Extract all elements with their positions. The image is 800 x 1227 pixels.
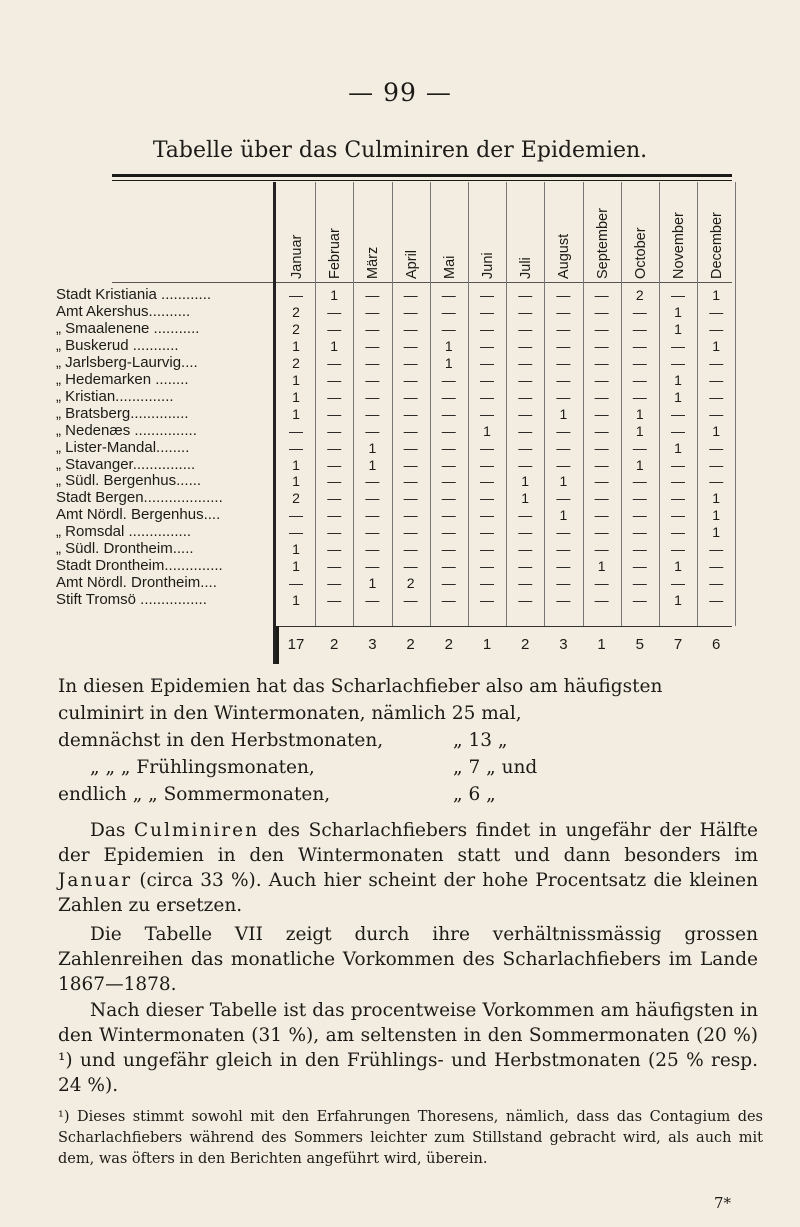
column-total: 2 — [406, 636, 415, 653]
table-cell: 1 — [674, 439, 682, 456]
table-cell: — — [594, 320, 609, 337]
totals-rule — [277, 626, 732, 627]
table-cell: 1 — [292, 405, 300, 422]
table-cell: — — [556, 354, 571, 371]
table-cell: — — [365, 320, 380, 337]
table-cell: 1 — [712, 337, 721, 354]
table-cell: — — [709, 541, 724, 558]
table-cell: 1 — [712, 287, 721, 303]
table-cell: — — [480, 287, 494, 303]
table-cell: — — [403, 541, 418, 558]
table-cell: — — [709, 371, 724, 388]
table-cell: — — [403, 473, 418, 490]
paragraph-4: Nach dieser Tabelle ist das procentweise Vorkommen am häufigsten in den Wintermonaten (31 %), am seltensten in den Sommermonaten (20 %) ¹) und ungefähr gleich in den Frühlings- und Herbstmonaten (25 % resp. 24 %). — [58, 1000, 758, 1096]
table-cell: — — [671, 287, 685, 303]
table-cell: — — [403, 490, 418, 507]
table-cell: — — [441, 388, 456, 405]
month-header: Februar — [327, 228, 344, 279]
table-cell: — — [441, 287, 456, 303]
table-cell: — — [594, 473, 609, 490]
table-cell: — — [441, 490, 456, 507]
table-cell: — — [480, 371, 494, 388]
table-cell: — — [480, 558, 494, 575]
table-cell: 1 — [368, 575, 377, 592]
table-cell: — — [327, 524, 342, 541]
table-cell: — — [441, 558, 456, 575]
table-cell: — — [671, 507, 685, 524]
table-cell: 2 — [292, 490, 300, 507]
table-cell: 1 — [521, 473, 530, 490]
month-header: September — [594, 208, 611, 279]
table-cell: — — [403, 371, 418, 388]
table-cell: — — [327, 320, 342, 337]
table-cell: 1 — [368, 439, 377, 456]
table-cell: — — [365, 422, 380, 439]
table-cell: 1 — [712, 490, 721, 507]
table-cell: — — [480, 490, 494, 507]
table-cell: 1 — [674, 592, 682, 609]
row-label: „ Jarlsberg-Laurvig.... — [56, 354, 198, 371]
table-cell: 2 — [292, 320, 300, 337]
row-label: „ Nedenæs ............... — [56, 422, 197, 439]
table-cell: — — [518, 456, 533, 473]
row-label: „ Kristian.............. — [56, 388, 174, 405]
table-cell: 1 — [559, 473, 568, 490]
table-cell: — — [441, 405, 456, 422]
table-cell: — — [327, 388, 342, 405]
table-cell: — — [709, 354, 724, 371]
table-cell: — — [289, 422, 303, 439]
table-cell: — — [671, 456, 685, 473]
table-cell: — — [709, 558, 724, 575]
footnote: ¹) Dieses stimmt sowohl mit den Erfahrungen Thoresens, nämlich, dass das Contagium des Scharlachfiebers während des Sommers leichter zum Stillstand gebracht wird, als auch mit dem, was öfters in den Berichten angeführt wird, überein. — [58, 1109, 763, 1167]
table-cell: — — [403, 388, 418, 405]
table-cell: — — [327, 371, 342, 388]
table-cell: — — [518, 388, 533, 405]
table-cell: — — [632, 354, 647, 371]
table-cell: — — [365, 541, 380, 558]
table-cell: — — [709, 575, 724, 592]
table-cell: 1 — [330, 287, 339, 303]
table-cell: — — [403, 422, 418, 439]
table-cell: — — [365, 337, 380, 354]
month-header: December — [709, 212, 726, 279]
table-cell: — — [709, 456, 724, 473]
table-cell: — — [556, 456, 571, 473]
table-cell: 1 — [674, 320, 682, 337]
p1-line-5a: endlich „ „ Sommermonaten, — [58, 784, 331, 805]
table-cell: — — [327, 456, 342, 473]
table-cell: — — [403, 592, 418, 609]
table-cell: — — [327, 303, 342, 320]
table-cell: — — [671, 490, 685, 507]
month-header: April — [403, 249, 420, 279]
table-cell: 1 — [712, 507, 721, 524]
table-cell: — — [403, 405, 418, 422]
table-cell: — — [518, 558, 533, 575]
table-cell: — — [441, 541, 456, 558]
table-cell: — — [671, 524, 685, 541]
table-cell: — — [289, 524, 303, 541]
table-cell: — — [289, 507, 303, 524]
table-cell: — — [632, 575, 647, 592]
table-cell: — — [480, 507, 494, 524]
table-cell: — — [403, 456, 418, 473]
table-cell: 1 — [292, 371, 300, 388]
table-cell: 1 — [712, 422, 721, 439]
table-cell: — — [289, 575, 303, 592]
table-cell: — — [365, 303, 380, 320]
table-cell: — — [594, 524, 609, 541]
table-cell: — — [480, 320, 494, 337]
table-cell: — — [327, 558, 342, 575]
table-cell: — — [327, 575, 342, 592]
month-header: Juli — [518, 257, 535, 279]
table-cell: — — [365, 388, 380, 405]
table-cell: — — [518, 405, 533, 422]
table-cell: — — [518, 592, 533, 609]
column-total: 7 — [673, 636, 683, 653]
table-cell: — — [480, 541, 494, 558]
table-cell: 1 — [330, 337, 339, 354]
table-cell: — — [480, 575, 494, 592]
month-header: Mai — [441, 255, 458, 279]
month-header: August — [556, 233, 573, 279]
table-cell: — — [327, 507, 342, 524]
table-cell: — — [632, 371, 647, 388]
month-header: October — [632, 227, 649, 279]
table-cell: — — [441, 456, 456, 473]
p1-line-3b: „ 13 „ — [453, 730, 508, 751]
table-cell: 2 — [406, 575, 415, 592]
table-cell: — — [594, 575, 609, 592]
table-cell: — — [441, 439, 456, 456]
table-cell: — — [365, 524, 380, 541]
table-cell: — — [403, 354, 418, 371]
table-cell: — — [441, 507, 456, 524]
table-cell: — — [556, 371, 571, 388]
table-cell: — — [632, 388, 647, 405]
table-cell: — — [632, 558, 647, 575]
table-cell: — — [365, 354, 380, 371]
table-cell: — — [594, 303, 609, 320]
table-cell: — — [327, 541, 342, 558]
table-cell: — — [518, 541, 533, 558]
row-label: „ Bratsberg.............. — [56, 405, 189, 422]
table-cell: — — [480, 592, 494, 609]
table-cell: — — [327, 405, 342, 422]
column-total: 2 — [330, 636, 339, 653]
table-cell: — — [709, 388, 724, 405]
table-cell: — — [556, 287, 571, 303]
table-cell: — — [403, 303, 418, 320]
table-cell: — — [518, 575, 533, 592]
column-total: 1 — [597, 636, 606, 653]
paragraph-3: Die Tabelle VII zeigt durch ihre verhältnissmässig grossen Zahlenreihen das monatliche Vorkommen des Scharlachfiebers im Lande 1867—1878. — [58, 924, 758, 995]
table-cell: — — [594, 422, 609, 439]
p1-line-2: culminirt in den Wintermonaten, nämlich 25 mal, — [58, 703, 522, 724]
row-label: „ Südl. Drontheim..... — [56, 541, 194, 558]
table-cell: — — [594, 354, 609, 371]
table-cell: — — [480, 456, 494, 473]
table-cell: — — [709, 405, 724, 422]
table-cell: 1 — [674, 303, 682, 320]
table-cell: — — [518, 507, 533, 524]
table-cell: — — [594, 456, 609, 473]
table-cell: — — [556, 422, 571, 439]
table-cell: — — [632, 490, 647, 507]
table-cell: — — [403, 524, 418, 541]
table-cell: — — [594, 592, 609, 609]
table-cell: — — [480, 524, 494, 541]
table-cell: — — [518, 524, 533, 541]
table-cell: — — [632, 320, 647, 337]
table-cell: 1 — [292, 473, 300, 490]
table-cell: — — [556, 303, 571, 320]
table-cell: — — [480, 439, 494, 456]
table-cell: — — [518, 337, 533, 354]
table-cell: — — [594, 405, 609, 422]
table-cell: — — [327, 439, 342, 456]
table-cell: — — [632, 473, 647, 490]
table-cell: 1 — [635, 405, 644, 422]
table-cell: — — [365, 558, 380, 575]
table-cell: — — [327, 473, 342, 490]
table-cell: — — [403, 558, 418, 575]
table-cell: 1 — [292, 541, 300, 558]
table-cell: 1 — [559, 507, 568, 524]
table-cell: — — [289, 439, 303, 456]
column-total: 3 — [559, 636, 568, 653]
month-header: März — [365, 246, 382, 279]
sub-rule — [112, 180, 732, 181]
table-cell: — — [518, 422, 533, 439]
row-label: Amt Akershus.......... — [56, 303, 191, 320]
row-label: Stadt Kristiania ............ — [56, 287, 212, 303]
table-cell: — — [365, 405, 380, 422]
table-cell: — — [441, 592, 456, 609]
totals-bar — [276, 626, 279, 664]
row-label: Stadt Bergen................... — [56, 490, 223, 507]
table-cell: — — [556, 558, 571, 575]
column-total: 3 — [368, 636, 377, 653]
table-cell: — — [709, 320, 724, 337]
table-cell: — — [594, 490, 609, 507]
column-total: 6 — [712, 636, 721, 653]
table-cell: — — [594, 337, 609, 354]
table-cell: — — [556, 541, 571, 558]
table-cell: — — [632, 524, 647, 541]
table-cell: 1 — [292, 337, 300, 354]
table-cell: — — [671, 405, 685, 422]
table-cell: — — [327, 422, 342, 439]
table-cell: — — [671, 575, 685, 592]
table-cell: — — [289, 287, 303, 303]
table-cell: 1 — [292, 456, 300, 473]
row-label: „ Südl. Bergenhus...... — [56, 473, 202, 490]
table-cell: 2 — [292, 354, 300, 371]
table-cell: — — [671, 354, 685, 371]
table-cell: — — [594, 371, 609, 388]
table-cell: — — [632, 303, 647, 320]
paragraph-2: Das Culminiren des Scharlachfiebers findet in ungefähr der Hälfte der Epidemien in den Wintermonaten statt und dann besonders im Januar (circa 33 %). Auch hier scheint der hohe Procentsatz die kleinen Zahlen zu ersetzen. — [58, 820, 758, 916]
table-cell: — — [632, 541, 647, 558]
table-cell: — — [556, 592, 571, 609]
month-header: November — [671, 212, 687, 279]
table-cell: 1 — [483, 422, 491, 439]
table-cell: — — [403, 439, 418, 456]
p1-line-3a: demnächst in den Herbstmonaten, — [58, 730, 384, 751]
column-total: 17 — [287, 636, 305, 653]
table-cell: — — [518, 354, 533, 371]
table-cell: — — [556, 490, 571, 507]
table-cell: — — [403, 507, 418, 524]
table-title: Tabelle über das Culminiren der Epidemien. — [152, 138, 648, 163]
table-cell: — — [556, 524, 571, 541]
row-label: Stift Tromsö ................ — [56, 592, 207, 609]
month-header: Juni — [480, 252, 496, 279]
table-cell: 1 — [444, 354, 453, 371]
table-cell: — — [594, 507, 609, 524]
table-cell: — — [480, 337, 494, 354]
table-cell: — — [518, 287, 533, 303]
table-cell: — — [518, 320, 533, 337]
table-cell: — — [518, 371, 533, 388]
table-cell: — — [327, 490, 342, 507]
row-label: „ Buskerud ........... — [56, 337, 179, 354]
row-label: „ Romsdal ............... — [56, 524, 192, 541]
column-total: 5 — [635, 636, 644, 653]
table-cell: 1 — [292, 592, 300, 609]
p1-line-5b: „ 6 „ — [453, 784, 496, 805]
table-cell: — — [556, 320, 571, 337]
table-cell: 1 — [521, 490, 530, 507]
column-total: 1 — [482, 636, 492, 653]
table-cell: — — [556, 439, 571, 456]
table-cell: 1 — [674, 558, 682, 575]
table-cell: — — [671, 337, 685, 354]
signature-mark: 7* — [714, 1194, 732, 1212]
table-cell: 1 — [444, 337, 453, 354]
p1-line-4a: „ „ „ Frühlingsmonaten, — [90, 757, 315, 778]
table-cell: — — [671, 422, 685, 439]
table-cell: — — [441, 422, 456, 439]
table-cell: — — [365, 592, 380, 609]
table-cell: — — [518, 439, 533, 456]
table-cell: — — [594, 388, 609, 405]
table-cell: — — [671, 473, 685, 490]
table-cell: — — [480, 388, 494, 405]
table-cell: 1 — [712, 524, 721, 541]
row-label: Amt Nördl. Drontheim.... — [56, 575, 217, 592]
row-label: „ Lister-Mandal........ — [56, 439, 190, 456]
table-cell: 1 — [635, 422, 644, 439]
table-cell: 1 — [674, 388, 682, 405]
table-cell: — — [365, 287, 380, 303]
table-cell: — — [594, 541, 609, 558]
table-cell: — — [632, 507, 647, 524]
table-cell: — — [441, 473, 456, 490]
table-cell: — — [556, 575, 571, 592]
table-cell: — — [327, 354, 342, 371]
table-cell: — — [518, 303, 533, 320]
table-cell: — — [480, 354, 494, 371]
table-cell: — — [441, 575, 456, 592]
table-cell: — — [403, 337, 418, 354]
table-cell: 2 — [292, 303, 300, 320]
table-cell: — — [709, 439, 724, 456]
table-cell: — — [365, 371, 380, 388]
table-cell: — — [632, 337, 647, 354]
column-total: 2 — [521, 636, 530, 653]
table-cell: — — [594, 439, 609, 456]
table-cell: — — [480, 405, 494, 422]
p1-line-4b: „ 7 „ und — [453, 757, 538, 778]
table-cell: 1 — [292, 388, 300, 405]
table-cell: — — [441, 524, 456, 541]
table-cell: — — [594, 287, 609, 303]
table-cell: 2 — [635, 287, 644, 303]
column-divider — [735, 182, 736, 626]
row-label: Amt Nördl. Bergenhus.... — [56, 507, 221, 524]
row-label: „ Hedemarken ........ — [56, 371, 189, 388]
table-cell: — — [441, 371, 456, 388]
table-cell: 1 — [674, 371, 682, 388]
table-cell: — — [441, 320, 456, 337]
table-cell: — — [632, 439, 647, 456]
table-cell: — — [671, 541, 685, 558]
row-label: „ Stavanger............... — [56, 456, 196, 473]
table-cell: — — [709, 592, 724, 609]
month-header: Januar — [289, 234, 305, 279]
table-cell: — — [709, 473, 724, 490]
table-cell: — — [441, 303, 456, 320]
table-cell: 1 — [368, 456, 377, 473]
header-bottom-rule — [112, 282, 732, 283]
table-cell: — — [480, 303, 494, 320]
table-cell: — — [365, 507, 380, 524]
table-cell: — — [556, 388, 571, 405]
table-cell: 1 — [292, 558, 300, 575]
table-cell: — — [480, 473, 494, 490]
table-cell: — — [365, 490, 380, 507]
row-label: Stadt Drontheim.............. — [56, 558, 223, 575]
table-cell: — — [556, 337, 571, 354]
table-cell: 1 — [559, 405, 568, 422]
title-rule — [112, 174, 732, 177]
column-total: 2 — [444, 636, 453, 653]
p1-line-1: In diesen Epidemien hat das Scharlachfieber also am häufigsten — [58, 676, 663, 697]
table-cell: 1 — [597, 558, 606, 575]
table-cell: — — [365, 473, 380, 490]
table-cell: 1 — [635, 456, 644, 473]
row-label: „ Smaalenene ........... — [56, 320, 200, 337]
table-cell: — — [403, 287, 418, 303]
table-cell: — — [327, 592, 342, 609]
table-cell: — — [403, 320, 418, 337]
table-cell: — — [632, 592, 647, 609]
table-cell: — — [709, 303, 724, 320]
page-number: — 99 — — [348, 78, 452, 107]
